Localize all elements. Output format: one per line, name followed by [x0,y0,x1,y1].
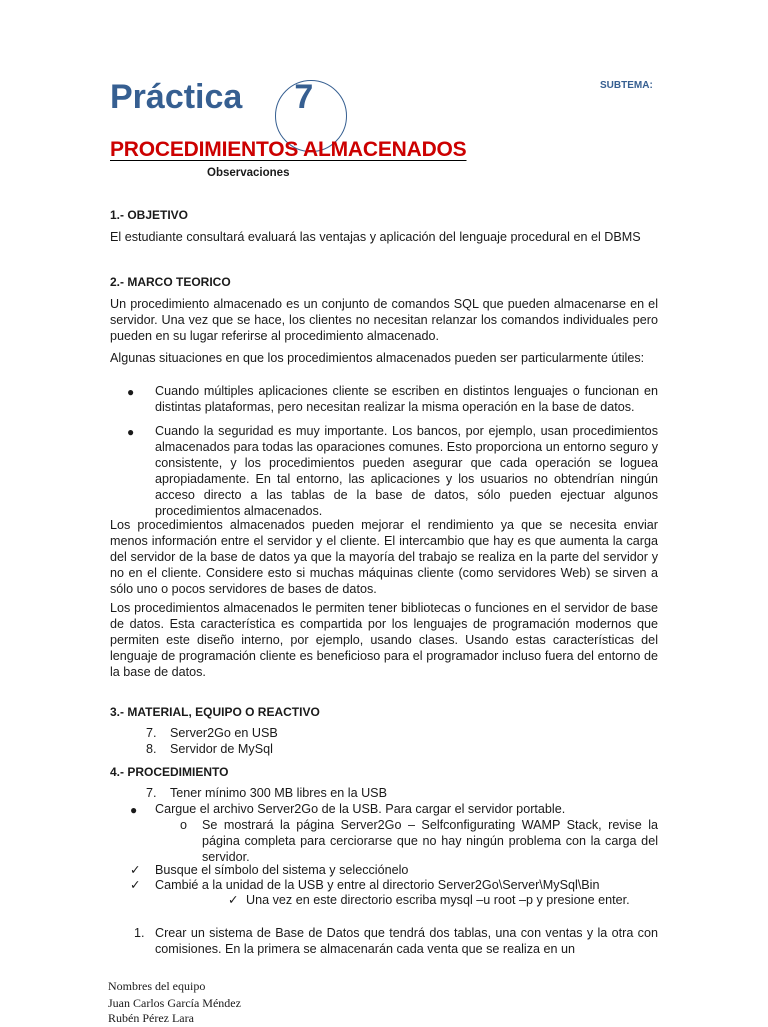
practice-number: 7 [294,78,314,116]
marco-paragraph-4: Los procedimientos almacenados le permiten tener bibliotecas o funciones en el servidor de base de datos. Esta característica es compartida por los lenguajes de programación modernos que permiten este diseño interno, por ejemplo, usando clases. Usando estas características del lenguaje de programación cliente es beneficioso para el programador incluso fuera del entorno de la base de datos. [110,601,658,679]
procedure-check-2: Cambié a la unidad de la USB y entre al directorio Server2Go\Server\MySql\Bin [155,878,600,892]
marco-paragraph-2: Algunas situaciones en que los procedimientos almacenados pueden ser particularmente útiles: [110,351,645,365]
marco-paragraph-1: Un procedimiento almacenado es un conjunto de comandos SQL que pueden almacenarse en el servidor. Una vez que se hace, los clientes no necesitan relanzar los comandos individuales pero pueden en su lugar referirse al procedimiento almacenado. [110,297,658,343]
observaciones-label: Observaciones [207,167,290,179]
practice-title-word: Práctica [110,78,243,116]
procedure-sub-item: Se mostrará la página Server2Go – Selfconfigurating WAMP Stack, revise la página completa para cerciorarse que no hay ningún problema con la carga del servidor. [202,818,658,864]
bullet-marker: ● [127,385,135,399]
document-heading: PROCEDIMIENTOS ALMACENADOS [110,138,467,161]
procedure-bullet: Cargue el archivo Server2Go de la USB. Para cargar el servidor portable. [155,802,566,816]
procedure-check-3: Una vez en este directorio escriba mysql –u root –p y presione enter. [246,893,630,907]
material-item-2: Servidor de MySql [170,742,273,756]
procedure-item-num: 1. [134,926,145,940]
material-item-num: 7. [146,726,157,740]
team-label: Nombres del equipo [108,979,206,993]
check-icon: ✓ [228,893,239,907]
sub-bullet-marker: o [180,818,188,832]
procedure-item-num: 7. [146,786,157,800]
team-member-name: Rubén Pérez Lara [108,1011,194,1025]
material-item-num: 8. [146,742,157,756]
objetivo-text: El estudiante consultará evaluará las ventajas y aplicación del lenguaje procedural en el DBMS [110,230,641,244]
marco-paragraph-3: Los procedimientos almacenados pueden mejorar el rendimiento ya que se necesita enviar menos información entre el servidor y el cliente. El intercambio que hay es que aumenta la carga del servidor de la base de datos ya que la mayoría del trabajo se realiza en la parte del servidor y no en el cliente. Considere esto si muchas máquinas cliente (como servidores Web) se sirven a sólo uno o pocos servidores de bases de datos. [110,518,658,596]
bullet-item-1: Cuando múltiples aplicaciones cliente se escriben en distintos lenguajes o funcionan en distintas plataformas, pero necesitan realizar la misma operación en la base de datos. [155,384,658,414]
bullet-item-2: Cuando la seguridad es muy importante. Los bancos, por ejemplo, usan procedimientos almacenados para todas las oparaciones comunes. Esto proporciona un entorno seguro y consistente, y los procedimientos pueden asegurar que cada operación se loguea apropiadamente. En tal entorno, las aplicaciones y los usuarios no obtendrían ningún acceso directo a las tablas de la base de datos, sólo pueden ejectuar algunos procedimientos almacenados. [155,424,658,518]
section-marco-heading: 2.- MARCO TEORICO [110,275,231,289]
check-icon: ✓ [130,863,141,877]
procedure-item-7: Tener mínimo 300 MB libres en la USB [170,786,387,800]
team-member-name: Juan Carlos García Méndez [108,996,241,1010]
material-item-1: Server2Go en USB [170,726,278,740]
subtema-label: SUBTEMA: [600,80,653,91]
section-material-heading: 3.- MATERIAL, EQUIPO O REACTIVO [110,705,320,719]
check-icon: ✓ [130,878,141,892]
procedure-item-1: Crear un sistema de Base de Datos que tendrá dos tablas, una con ventas y la otra con comisiones. En la primera se almacenarán cada venta que se realiza en un [155,926,658,956]
section-objetivo-heading: 1.- OBJETIVO [110,208,189,222]
bullet-marker: ● [127,425,135,439]
procedure-check-1: Busque el símbolo del sistema y selecciónelo [155,863,409,877]
section-procedimiento-heading: 4.- PROCEDIMIENTO [110,765,229,779]
bullet-marker: ● [130,803,138,817]
